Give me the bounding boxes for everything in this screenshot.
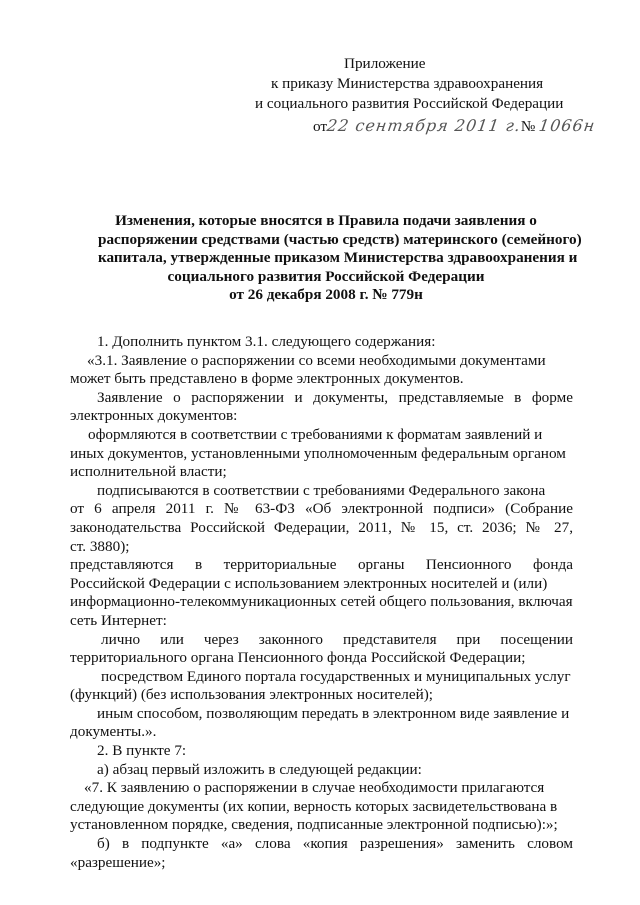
number-label: № xyxy=(520,118,536,135)
document-title xyxy=(98,212,582,305)
body-line: установленном порядке, сведения, подписанные электронной подписью):»; xyxy=(70,816,558,834)
body-line: иных документов, установленными уполномоченным федеральным органом xyxy=(70,444,566,462)
body-line: б) в подпункте «а» слова «копия разрешения» заменить словом xyxy=(97,835,573,853)
body-line: представляются в территориальные органы Пенсионного фонда xyxy=(70,556,573,574)
appendix-label: Приложение xyxy=(344,55,426,72)
body-line: территориального органа Пенсионного фонда Российской Федерации; xyxy=(70,649,526,667)
body-line: 2. В пункте 7: xyxy=(97,742,187,760)
appendix-date-line xyxy=(313,116,595,137)
body-line: иным способом, позволяющим передать в электронном виде заявление и xyxy=(97,704,570,722)
body-line: подписываются в соответствии с требованиями Федерального закона xyxy=(97,481,546,499)
body-line: ст. 3880); xyxy=(70,537,130,555)
title-line: распоряжении средствами (частью средств) материнского (семейного) xyxy=(98,230,582,248)
body-line: информационно-телекоммуникационных сетей общего пользования, включая xyxy=(70,593,573,611)
body-line: сеть Интернет: xyxy=(70,611,167,629)
body-line: а) абзац первый изложить в следующей редакции: xyxy=(97,760,422,778)
title-line: социального развития Российской Федерации xyxy=(167,267,485,285)
title-line: Изменения, которые вносятся в Правила подачи заявления о xyxy=(115,212,537,229)
body-line: документы.». xyxy=(70,723,157,741)
date-prefix: от xyxy=(313,118,328,135)
appendix-order-ref: к приказу Министерства здравоохранения xyxy=(271,75,544,92)
body-line: Российской Федерации с использованием электронных носителей и (или) xyxy=(70,574,548,592)
body-line: посредством Единого портала государственных и муниципальных услуг xyxy=(101,667,571,685)
body-line: (функций) (без использования электронных носителей); xyxy=(70,686,433,704)
title-line: от 26 декабря 2008 г. № 779н xyxy=(229,286,423,304)
body-line: законодательства Российской Федерации, 2011, № 15, ст. 2036; № 27, xyxy=(70,518,573,536)
handwritten-date: 22 сентября 2011 г. xyxy=(325,116,523,135)
body-line: «3.1. Заявление о распоряжении со всеми необходимыми документами xyxy=(87,351,546,369)
body-line: может быть представлено в форме электронных документов. xyxy=(70,370,464,388)
body-line: Заявление о распоряжении и документы, представляемые в форме xyxy=(97,388,573,406)
body-line: исполнительной власти; xyxy=(70,463,227,481)
document-body xyxy=(70,333,573,872)
body-line: «7. К заявлению о распоряжении в случае необходимости прилагаются xyxy=(84,779,545,797)
body-line: «разрешение»; xyxy=(70,853,166,871)
body-line: от 6 апреля 2011 г. № 63-ФЗ «Об электронной подписи» (Собрание xyxy=(70,500,573,518)
body-line: электронных документов: xyxy=(70,407,238,425)
handwritten-number: 1066н xyxy=(537,116,597,135)
appendix-ministry: и социального развития Российской Федерации xyxy=(255,95,564,112)
body-line: 1. Дополнить пунктом 3.1. следующего содержания: xyxy=(97,333,436,350)
title-line: капитала, утвержденные приказом Министерства здравоохранения и xyxy=(98,249,578,267)
body-line: следующие документы (их копии, верность которых засвидетельствована в xyxy=(70,797,558,815)
body-line: оформляются в соответствии с требованиями к форматам заявлений и xyxy=(88,425,543,443)
body-line: лично или через законного представителя при посещении xyxy=(101,630,573,648)
